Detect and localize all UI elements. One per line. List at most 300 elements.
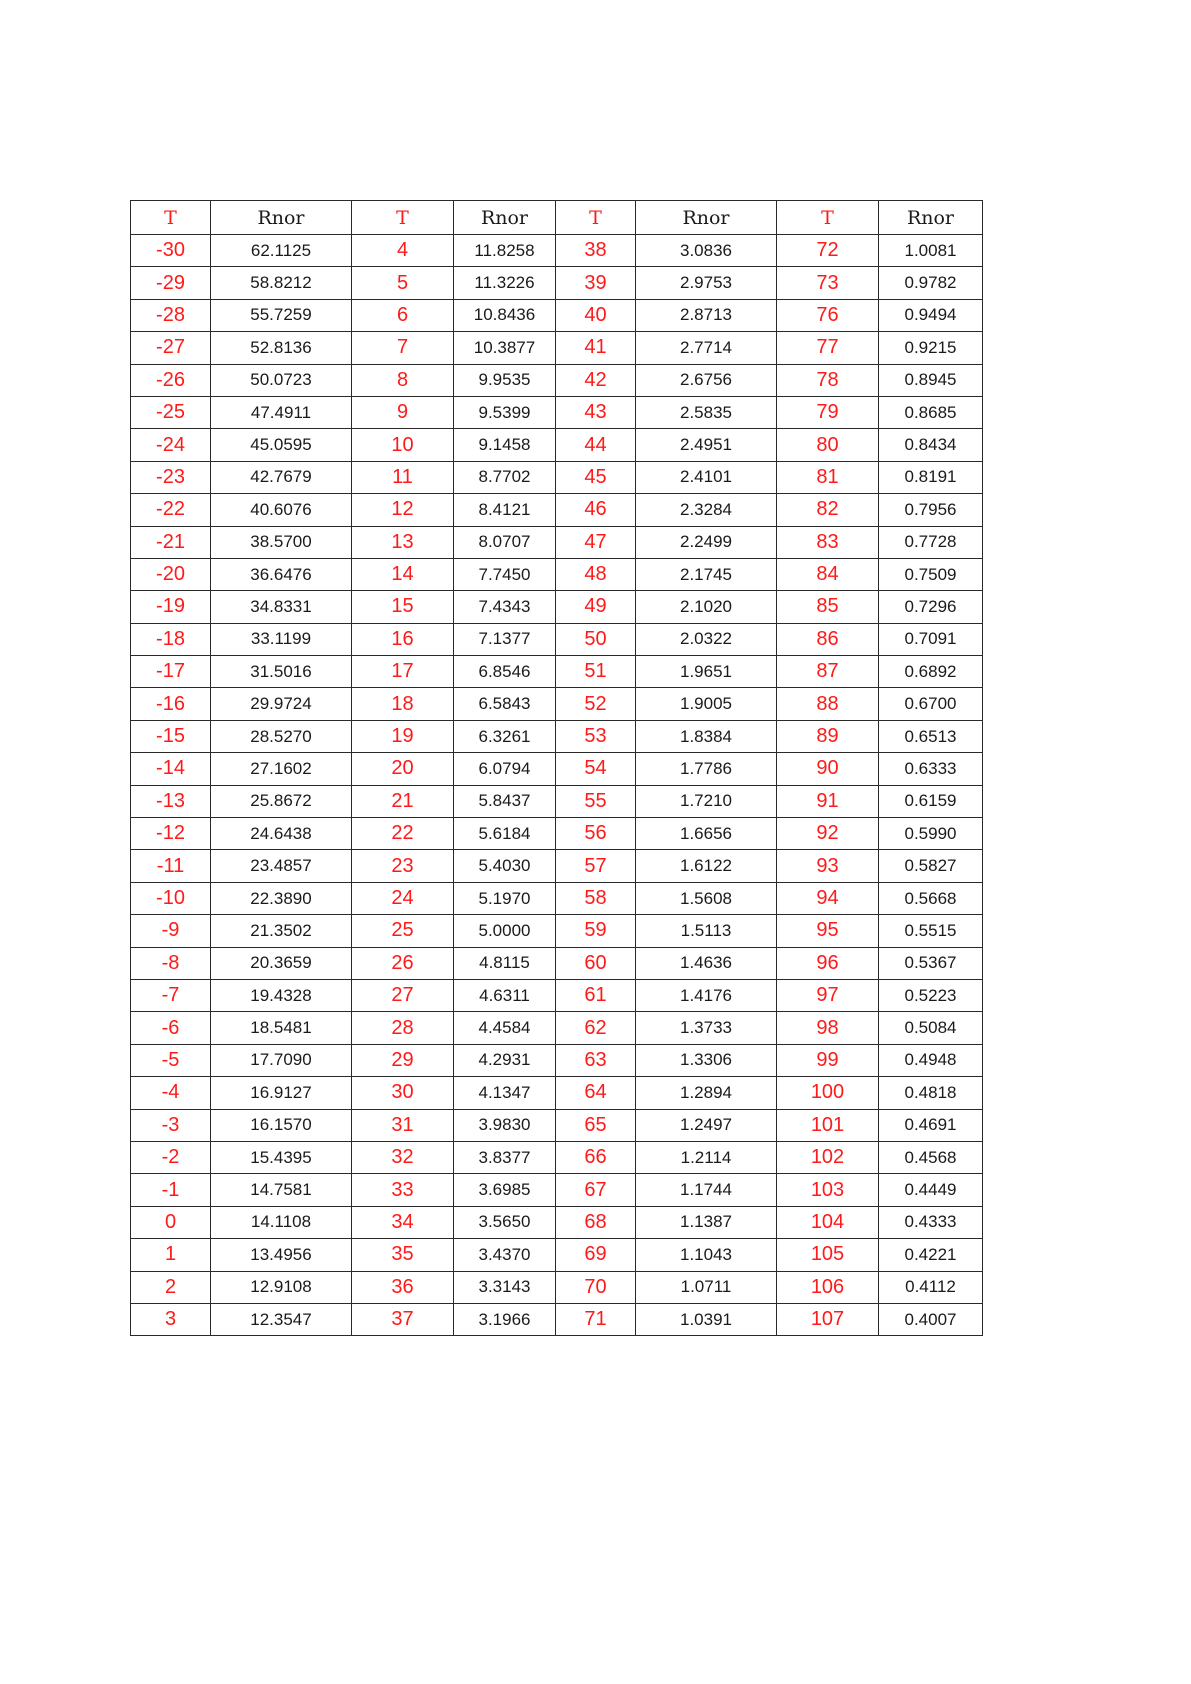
temperature-cell: 54 xyxy=(556,753,636,785)
temperature-cell: 37 xyxy=(352,1303,454,1335)
temperature-cell: 73 xyxy=(777,267,879,299)
temperature-cell: 23 xyxy=(352,850,454,882)
temperature-cell: 6 xyxy=(352,299,454,331)
temperature-cell: -18 xyxy=(131,623,211,655)
temperature-cell: 99 xyxy=(777,1044,879,1076)
table-row xyxy=(131,526,983,558)
temperature-cell: 92 xyxy=(777,818,879,850)
temperature-cell: 18 xyxy=(352,688,454,720)
resistance-cell: 3.6985 xyxy=(454,1174,556,1206)
resistance-cell: 3.1966 xyxy=(454,1303,556,1335)
header-temperature: T xyxy=(131,201,211,235)
resistance-cell: 2.4101 xyxy=(636,461,777,493)
temperature-cell: -1 xyxy=(131,1174,211,1206)
resistance-cell: 34.8331 xyxy=(211,591,352,623)
temperature-cell: 21 xyxy=(352,785,454,817)
resistance-cell: 42.7679 xyxy=(211,461,352,493)
temperature-cell: 27 xyxy=(352,979,454,1011)
resistance-cell: 16.9127 xyxy=(211,1077,352,1109)
temperature-cell: 8 xyxy=(352,364,454,396)
temperature-cell: -26 xyxy=(131,364,211,396)
resistance-cell: 8.7702 xyxy=(454,461,556,493)
resistance-cell: 4.4584 xyxy=(454,1012,556,1044)
temperature-cell: -27 xyxy=(131,332,211,364)
temperature-cell: 86 xyxy=(777,623,879,655)
temperature-cell: -28 xyxy=(131,299,211,331)
temperature-cell: 14 xyxy=(352,558,454,590)
resistance-cell: 52.8136 xyxy=(211,332,352,364)
table-row xyxy=(131,1012,983,1044)
resistance-cell: 6.3261 xyxy=(454,720,556,752)
header-temperature: T xyxy=(777,201,879,235)
header-row xyxy=(131,201,983,235)
resistance-cell: 5.4030 xyxy=(454,850,556,882)
temperature-cell: 91 xyxy=(777,785,879,817)
temperature-cell: -8 xyxy=(131,947,211,979)
resistance-cell: 1.1043 xyxy=(636,1239,777,1271)
resistance-cell: 6.5843 xyxy=(454,688,556,720)
resistance-cell: 13.4956 xyxy=(211,1239,352,1271)
temperature-cell: -25 xyxy=(131,396,211,428)
temperature-cell: 78 xyxy=(777,364,879,396)
temperature-cell: 70 xyxy=(556,1271,636,1303)
resistance-cell: 2.9753 xyxy=(636,267,777,299)
resistance-cell: 0.7509 xyxy=(879,558,983,590)
temperature-cell: 20 xyxy=(352,753,454,785)
header-resistance: Rnor xyxy=(211,201,352,235)
table-row xyxy=(131,494,983,526)
resistance-cell: 14.7581 xyxy=(211,1174,352,1206)
temperature-cell: -6 xyxy=(131,1012,211,1044)
temperature-cell: -5 xyxy=(131,1044,211,1076)
temperature-cell: 76 xyxy=(777,299,879,331)
resistance-cell: 20.3659 xyxy=(211,947,352,979)
table-row xyxy=(131,623,983,655)
resistance-cell: 1.7786 xyxy=(636,753,777,785)
temperature-cell: 16 xyxy=(352,623,454,655)
temperature-cell: 46 xyxy=(556,494,636,526)
temperature-cell: 105 xyxy=(777,1239,879,1271)
temperature-cell: 2 xyxy=(131,1271,211,1303)
resistance-cell: 2.8713 xyxy=(636,299,777,331)
temperature-cell: 7 xyxy=(352,332,454,364)
temperature-cell: 94 xyxy=(777,882,879,914)
resistance-cell: 62.1125 xyxy=(211,235,352,267)
temperature-cell: 68 xyxy=(556,1206,636,1238)
temperature-cell: 106 xyxy=(777,1271,879,1303)
table-row xyxy=(131,558,983,590)
table-row xyxy=(131,591,983,623)
table-row xyxy=(131,429,983,461)
temperature-cell: -11 xyxy=(131,850,211,882)
table-row xyxy=(131,1271,983,1303)
temperature-cell: 65 xyxy=(556,1109,636,1141)
temperature-cell: 3 xyxy=(131,1303,211,1335)
resistance-cell: 1.0081 xyxy=(879,235,983,267)
resistance-cell: 50.0723 xyxy=(211,364,352,396)
temperature-cell: 43 xyxy=(556,396,636,428)
resistance-cell: 0.4112 xyxy=(879,1271,983,1303)
resistance-cell: 1.9005 xyxy=(636,688,777,720)
temperature-cell: 107 xyxy=(777,1303,879,1335)
temperature-cell: -20 xyxy=(131,558,211,590)
resistance-cell: 40.6076 xyxy=(211,494,352,526)
table-row xyxy=(131,818,983,850)
temperature-cell: 53 xyxy=(556,720,636,752)
temperature-cell: 50 xyxy=(556,623,636,655)
resistance-cell: 0.6700 xyxy=(879,688,983,720)
resistance-cell: 0.6513 xyxy=(879,720,983,752)
temperature-cell: 96 xyxy=(777,947,879,979)
resistance-cell: 6.0794 xyxy=(454,753,556,785)
resistance-cell: 9.5399 xyxy=(454,396,556,428)
resistance-cell: 1.2894 xyxy=(636,1077,777,1109)
header-resistance: Rnor xyxy=(454,201,556,235)
table-row xyxy=(131,364,983,396)
resistance-cell: 0.4568 xyxy=(879,1141,983,1173)
temperature-cell: 33 xyxy=(352,1174,454,1206)
temperature-cell: -16 xyxy=(131,688,211,720)
table-row xyxy=(131,915,983,947)
resistance-cell: 1.4176 xyxy=(636,979,777,1011)
resistance-cell: 38.5700 xyxy=(211,526,352,558)
temperature-cell: 55 xyxy=(556,785,636,817)
temperature-cell: 47 xyxy=(556,526,636,558)
temperature-cell: 12 xyxy=(352,494,454,526)
resistance-cell: 4.2931 xyxy=(454,1044,556,1076)
temperature-cell: 64 xyxy=(556,1077,636,1109)
temperature-cell: 59 xyxy=(556,915,636,947)
table-row xyxy=(131,720,983,752)
resistance-cell: 19.4328 xyxy=(211,979,352,1011)
temperature-cell: 30 xyxy=(352,1077,454,1109)
resistance-cell: 2.7714 xyxy=(636,332,777,364)
resistance-cell: 5.0000 xyxy=(454,915,556,947)
resistance-cell: 1.2114 xyxy=(636,1141,777,1173)
resistance-cell: 7.1377 xyxy=(454,623,556,655)
resistance-cell: 0.8434 xyxy=(879,429,983,461)
resistance-cell: 0.5827 xyxy=(879,850,983,882)
resistance-cell: 6.8546 xyxy=(454,656,556,688)
resistance-cell: 0.7296 xyxy=(879,591,983,623)
resistance-cell: 10.8436 xyxy=(454,299,556,331)
resistance-cell: 29.9724 xyxy=(211,688,352,720)
resistance-cell: 2.1745 xyxy=(636,558,777,590)
temperature-cell: 29 xyxy=(352,1044,454,1076)
resistance-cell: 3.3143 xyxy=(454,1271,556,1303)
resistance-cell: 0.5515 xyxy=(879,915,983,947)
resistance-cell: 14.1108 xyxy=(211,1206,352,1238)
temperature-cell: 4 xyxy=(352,235,454,267)
resistance-cell: 1.8384 xyxy=(636,720,777,752)
table-row xyxy=(131,979,983,1011)
table-row xyxy=(131,1141,983,1173)
resistance-cell: 16.1570 xyxy=(211,1109,352,1141)
temperature-cell: 87 xyxy=(777,656,879,688)
temperature-resistance-table xyxy=(130,200,983,1336)
resistance-cell: 0.4948 xyxy=(879,1044,983,1076)
temperature-cell: -10 xyxy=(131,882,211,914)
resistance-cell: 0.8191 xyxy=(879,461,983,493)
temperature-cell: 10 xyxy=(352,429,454,461)
temperature-cell: 62 xyxy=(556,1012,636,1044)
resistance-cell: 2.0322 xyxy=(636,623,777,655)
temperature-cell: 103 xyxy=(777,1174,879,1206)
temperature-cell: 31 xyxy=(352,1109,454,1141)
resistance-cell: 10.3877 xyxy=(454,332,556,364)
resistance-cell: 33.1199 xyxy=(211,623,352,655)
temperature-cell: 1 xyxy=(131,1239,211,1271)
temperature-cell: 71 xyxy=(556,1303,636,1335)
table-row xyxy=(131,656,983,688)
resistance-cell: 0.5084 xyxy=(879,1012,983,1044)
resistance-cell: 0.8685 xyxy=(879,396,983,428)
temperature-cell: 95 xyxy=(777,915,879,947)
table-row xyxy=(131,688,983,720)
resistance-cell: 1.1387 xyxy=(636,1206,777,1238)
resistance-cell: 0.8945 xyxy=(879,364,983,396)
resistance-cell: 18.5481 xyxy=(211,1012,352,1044)
table-row xyxy=(131,396,983,428)
temperature-cell: 11 xyxy=(352,461,454,493)
resistance-cell: 21.3502 xyxy=(211,915,352,947)
temperature-cell: 41 xyxy=(556,332,636,364)
resistance-cell: 4.1347 xyxy=(454,1077,556,1109)
resistance-cell: 0.9494 xyxy=(879,299,983,331)
resistance-cell: 17.7090 xyxy=(211,1044,352,1076)
header-resistance: Rnor xyxy=(636,201,777,235)
temperature-cell: 0 xyxy=(131,1206,211,1238)
table-body xyxy=(131,235,983,1336)
resistance-cell: 3.8377 xyxy=(454,1141,556,1173)
resistance-cell: 9.1458 xyxy=(454,429,556,461)
resistance-cell: 0.6892 xyxy=(879,656,983,688)
table-row xyxy=(131,299,983,331)
temperature-cell: 13 xyxy=(352,526,454,558)
temperature-cell: 48 xyxy=(556,558,636,590)
temperature-cell: 36 xyxy=(352,1271,454,1303)
temperature-cell: 85 xyxy=(777,591,879,623)
table-row xyxy=(131,1077,983,1109)
resistance-cell: 1.5113 xyxy=(636,915,777,947)
resistance-cell: 0.5367 xyxy=(879,947,983,979)
temperature-cell: 61 xyxy=(556,979,636,1011)
resistance-cell: 1.6122 xyxy=(636,850,777,882)
table-row xyxy=(131,1303,983,1335)
temperature-cell: 83 xyxy=(777,526,879,558)
temperature-cell: 100 xyxy=(777,1077,879,1109)
temperature-cell: 34 xyxy=(352,1206,454,1238)
resistance-cell: 7.4343 xyxy=(454,591,556,623)
temperature-cell: 24 xyxy=(352,882,454,914)
table-row xyxy=(131,1044,983,1076)
resistance-cell: 4.8115 xyxy=(454,947,556,979)
resistance-cell: 47.4911 xyxy=(211,396,352,428)
resistance-cell: 0.5668 xyxy=(879,882,983,914)
temperature-cell: 88 xyxy=(777,688,879,720)
temperature-cell: 72 xyxy=(777,235,879,267)
temperature-cell: 60 xyxy=(556,947,636,979)
temperature-cell: 42 xyxy=(556,364,636,396)
resistance-cell: 2.5835 xyxy=(636,396,777,428)
temperature-cell: 51 xyxy=(556,656,636,688)
resistance-cell: 11.3226 xyxy=(454,267,556,299)
table-row xyxy=(131,882,983,914)
resistance-cell: 23.4857 xyxy=(211,850,352,882)
temperature-cell: 40 xyxy=(556,299,636,331)
resistance-cell: 0.7956 xyxy=(879,494,983,526)
temperature-cell: -23 xyxy=(131,461,211,493)
resistance-cell: 2.1020 xyxy=(636,591,777,623)
temperature-cell: 80 xyxy=(777,429,879,461)
resistance-cell: 0.9782 xyxy=(879,267,983,299)
temperature-cell: 17 xyxy=(352,656,454,688)
resistance-cell: 9.9535 xyxy=(454,364,556,396)
table-row xyxy=(131,267,983,299)
resistance-cell: 31.5016 xyxy=(211,656,352,688)
resistance-cell: 27.1602 xyxy=(211,753,352,785)
resistance-cell: 8.0707 xyxy=(454,526,556,558)
temperature-cell: 15 xyxy=(352,591,454,623)
temperature-cell: 79 xyxy=(777,396,879,428)
resistance-cell: 1.1744 xyxy=(636,1174,777,1206)
resistance-cell: 0.4333 xyxy=(879,1206,983,1238)
resistance-cell: 2.4951 xyxy=(636,429,777,461)
temperature-cell: 38 xyxy=(556,235,636,267)
temperature-cell: 84 xyxy=(777,558,879,590)
temperature-cell: -9 xyxy=(131,915,211,947)
table-row xyxy=(131,332,983,364)
table-row xyxy=(131,1174,983,1206)
temperature-cell: 26 xyxy=(352,947,454,979)
resistance-cell: 0.4818 xyxy=(879,1077,983,1109)
resistance-cell: 15.4395 xyxy=(211,1141,352,1173)
temperature-cell: 90 xyxy=(777,753,879,785)
temperature-cell: 57 xyxy=(556,850,636,882)
temperature-cell: 56 xyxy=(556,818,636,850)
resistance-cell: 0.4007 xyxy=(879,1303,983,1335)
temperature-cell: 22 xyxy=(352,818,454,850)
temperature-cell: 9 xyxy=(352,396,454,428)
table-row xyxy=(131,235,983,267)
temperature-cell: -3 xyxy=(131,1109,211,1141)
table-row xyxy=(131,850,983,882)
temperature-cell: 5 xyxy=(352,267,454,299)
temperature-cell: 81 xyxy=(777,461,879,493)
resistance-cell: 1.9651 xyxy=(636,656,777,688)
temperature-cell: 52 xyxy=(556,688,636,720)
temperature-cell: 35 xyxy=(352,1239,454,1271)
temperature-cell: 45 xyxy=(556,461,636,493)
temperature-cell: 89 xyxy=(777,720,879,752)
resistance-cell: 1.6656 xyxy=(636,818,777,850)
temperature-cell: -19 xyxy=(131,591,211,623)
resistance-cell: 4.6311 xyxy=(454,979,556,1011)
temperature-cell: -14 xyxy=(131,753,211,785)
temperature-cell: -21 xyxy=(131,526,211,558)
resistance-cell: 12.3547 xyxy=(211,1303,352,1335)
temperature-cell: 63 xyxy=(556,1044,636,1076)
temperature-cell: 104 xyxy=(777,1206,879,1238)
resistance-cell: 3.0836 xyxy=(636,235,777,267)
temperature-cell: 102 xyxy=(777,1141,879,1173)
temperature-cell: 82 xyxy=(777,494,879,526)
resistance-cell: 0.7091 xyxy=(879,623,983,655)
temperature-cell: 44 xyxy=(556,429,636,461)
resistance-cell: 5.6184 xyxy=(454,818,556,850)
resistance-cell: 0.4449 xyxy=(879,1174,983,1206)
resistance-cell: 2.2499 xyxy=(636,526,777,558)
resistance-cell: 25.8672 xyxy=(211,785,352,817)
temperature-cell: 101 xyxy=(777,1109,879,1141)
header-temperature: T xyxy=(556,201,636,235)
temperature-cell: -17 xyxy=(131,656,211,688)
resistance-cell: 8.4121 xyxy=(454,494,556,526)
resistance-cell: 1.0391 xyxy=(636,1303,777,1335)
temperature-cell: 77 xyxy=(777,332,879,364)
table-row xyxy=(131,785,983,817)
resistance-cell: 0.4691 xyxy=(879,1109,983,1141)
temperature-cell: -12 xyxy=(131,818,211,850)
temperature-cell: -2 xyxy=(131,1141,211,1173)
resistance-cell: 3.9830 xyxy=(454,1109,556,1141)
resistance-cell: 0.5223 xyxy=(879,979,983,1011)
header-resistance: Rnor xyxy=(879,201,983,235)
resistance-cell: 1.7210 xyxy=(636,785,777,817)
temperature-cell: 32 xyxy=(352,1141,454,1173)
temperature-cell: -7 xyxy=(131,979,211,1011)
resistance-cell: 3.5650 xyxy=(454,1206,556,1238)
table-row xyxy=(131,1206,983,1238)
resistance-cell: 55.7259 xyxy=(211,299,352,331)
temperature-cell: -13 xyxy=(131,785,211,817)
table-row xyxy=(131,753,983,785)
resistance-cell: 12.9108 xyxy=(211,1271,352,1303)
resistance-cell: 28.5270 xyxy=(211,720,352,752)
temperature-cell: -30 xyxy=(131,235,211,267)
temperature-cell: -4 xyxy=(131,1077,211,1109)
temperature-cell: -22 xyxy=(131,494,211,526)
table-row xyxy=(131,1109,983,1141)
resistance-cell: 0.5990 xyxy=(879,818,983,850)
resistance-cell: 1.2497 xyxy=(636,1109,777,1141)
temperature-cell: 67 xyxy=(556,1174,636,1206)
resistance-cell: 58.8212 xyxy=(211,267,352,299)
resistance-cell: 0.6333 xyxy=(879,753,983,785)
temperature-cell: 58 xyxy=(556,882,636,914)
temperature-cell: -24 xyxy=(131,429,211,461)
table-row xyxy=(131,947,983,979)
temperature-cell: 28 xyxy=(352,1012,454,1044)
temperature-cell: -29 xyxy=(131,267,211,299)
resistance-cell: 5.1970 xyxy=(454,882,556,914)
resistance-cell: 1.3733 xyxy=(636,1012,777,1044)
resistance-cell: 0.6159 xyxy=(879,785,983,817)
temperature-cell: 49 xyxy=(556,591,636,623)
resistance-cell: 11.8258 xyxy=(454,235,556,267)
resistance-cell: 36.6476 xyxy=(211,558,352,590)
resistance-cell: 0.4221 xyxy=(879,1239,983,1271)
temperature-cell: 97 xyxy=(777,979,879,1011)
resistance-cell: 7.7450 xyxy=(454,558,556,590)
resistance-cell: 0.7728 xyxy=(879,526,983,558)
temperature-cell: 93 xyxy=(777,850,879,882)
temperature-cell: 69 xyxy=(556,1239,636,1271)
temperature-cell: 39 xyxy=(556,267,636,299)
resistance-cell: 45.0595 xyxy=(211,429,352,461)
table-row xyxy=(131,1239,983,1271)
resistance-cell: 2.6756 xyxy=(636,364,777,396)
